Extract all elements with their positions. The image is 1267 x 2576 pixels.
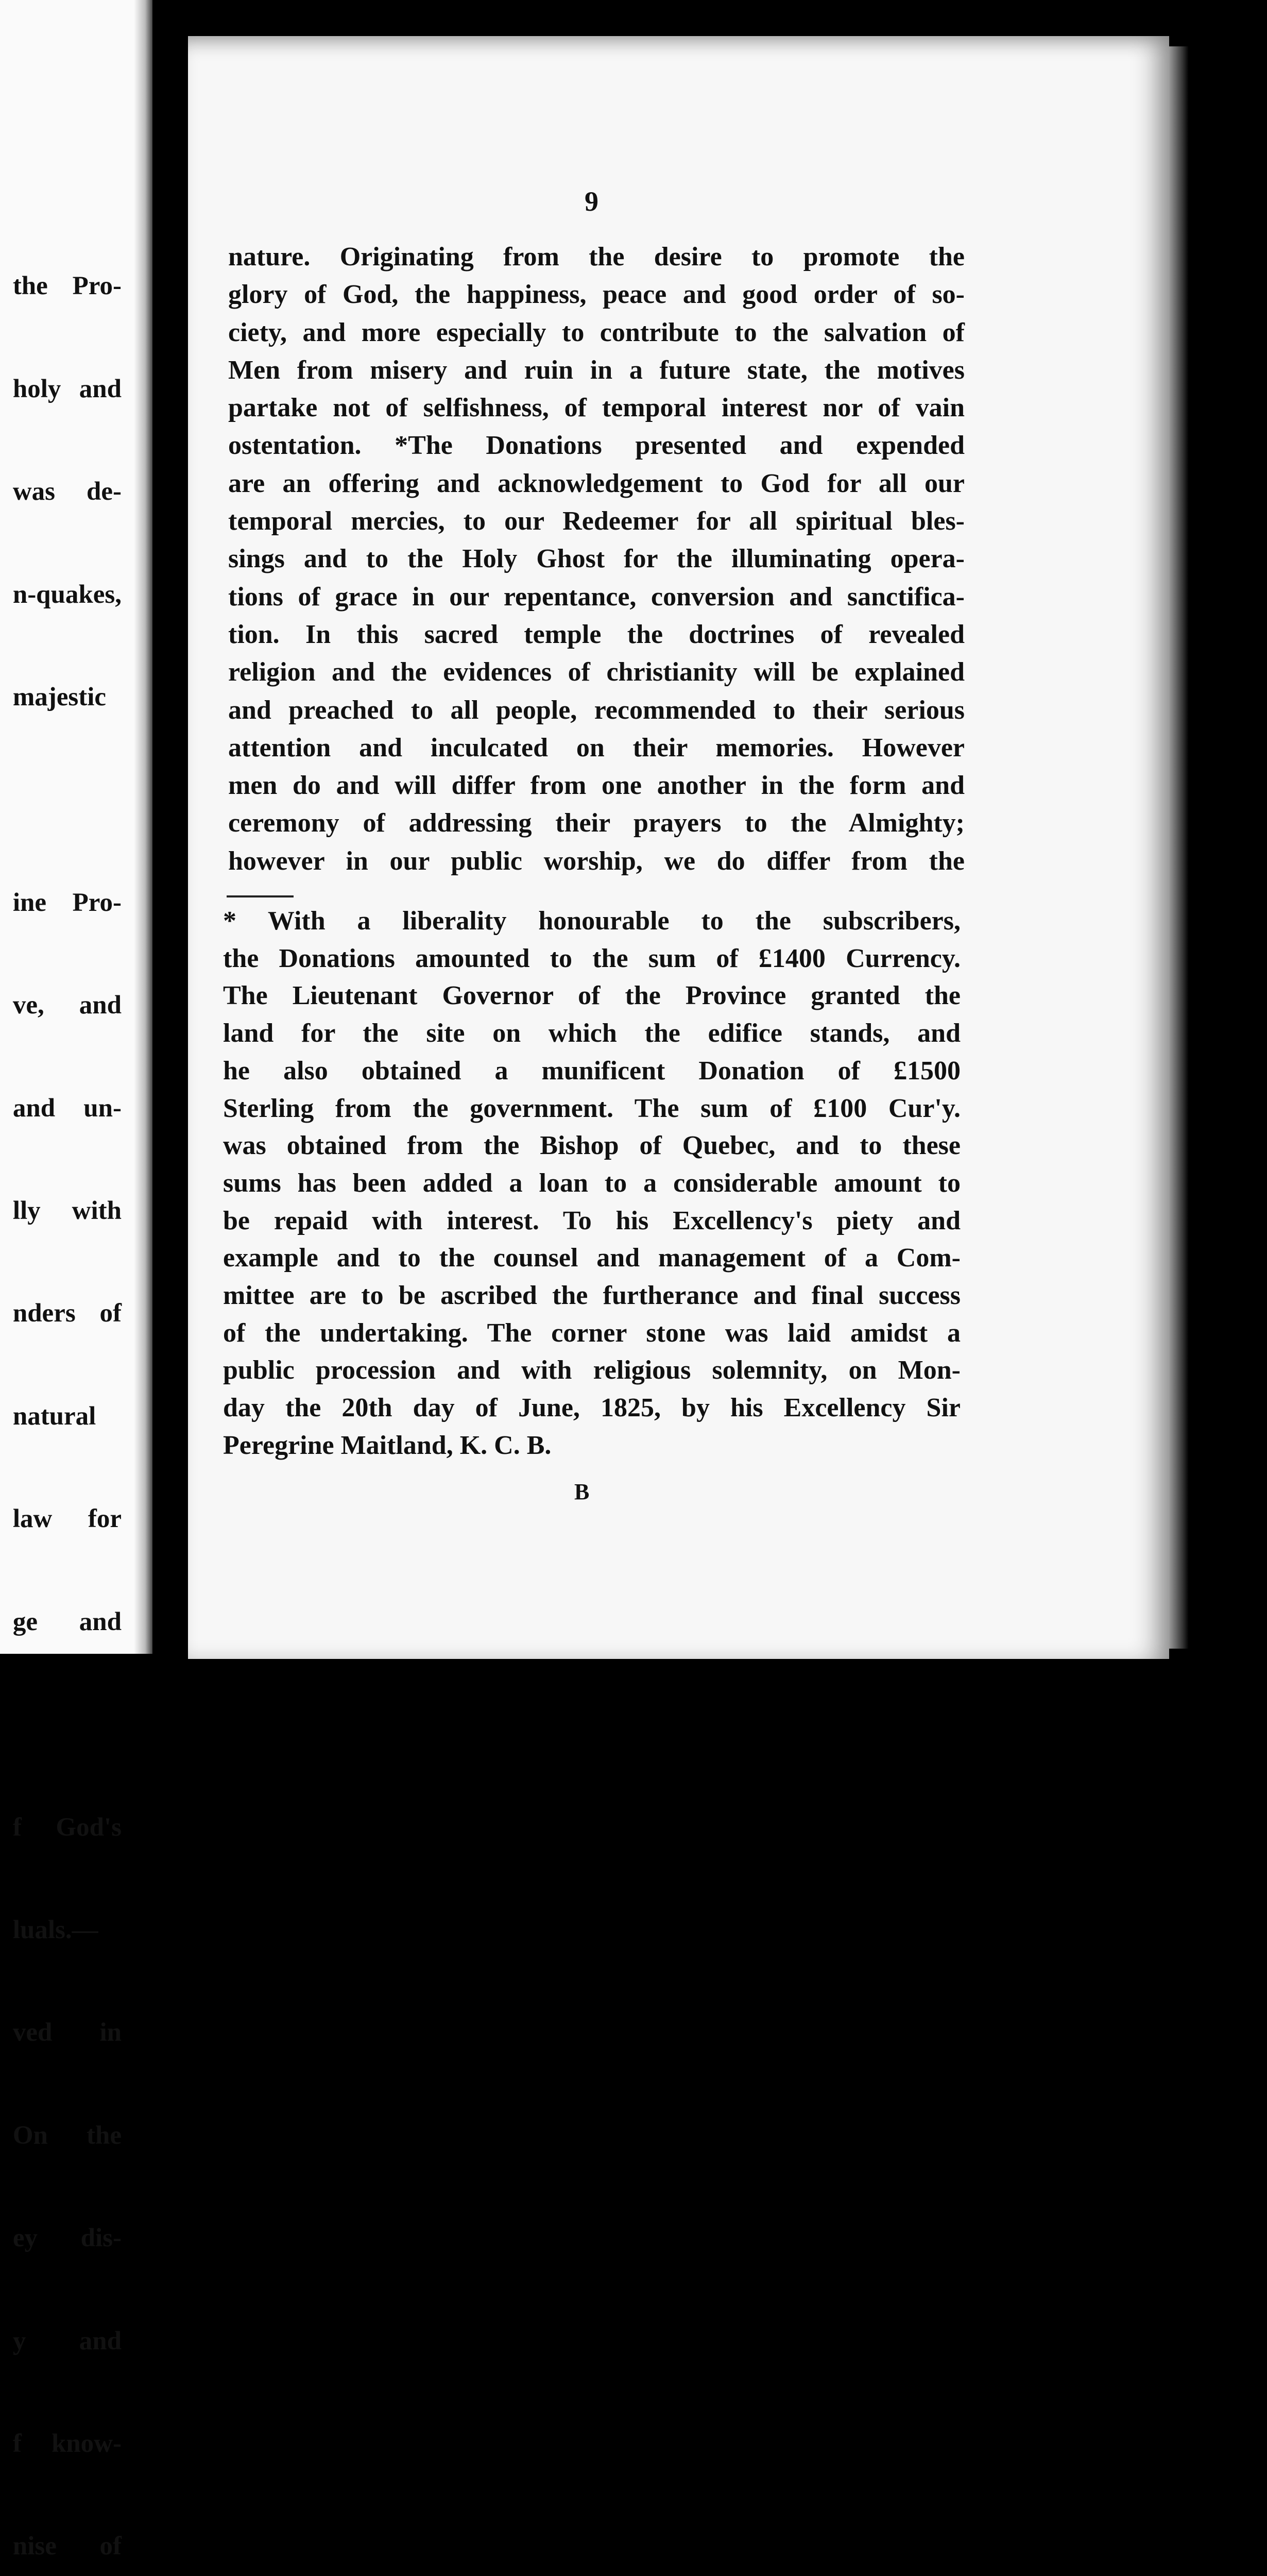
text-line: tions of grace in our repentance, conversion and sanctifica- (228, 582, 965, 612)
text-line: Men from misery and ruin in a future state, the motives (228, 355, 965, 385)
left-line: ey dis- (12, 2224, 122, 2253)
text-line: attention and inculcated on their memories. However (228, 733, 965, 762)
footnote-line: he also obtained a munificent Donation of £1500 (223, 1056, 961, 1086)
text-line: and preached to all people, recommended to their serious (228, 695, 965, 725)
left-line: and un- (12, 1093, 122, 1123)
text-line: tion. In this sacred temple the doctrines of revealed (228, 619, 965, 649)
left-line: luals.— (12, 1915, 98, 1944)
text-line: nature. Originating from the desire to promote the (228, 242, 965, 272)
page-edge-shadow (1169, 46, 1189, 1649)
text-line: ciety, and more especially to contribute to the salvation of (228, 317, 965, 347)
left-page-text (13, 191, 122, 2576)
main-text-block (228, 238, 965, 880)
left-line: f know- (12, 2429, 122, 2458)
text-line: temporal mercies, to our Redeemer for all spiritual bles- (228, 506, 965, 536)
left-line: nders of (12, 1299, 122, 1328)
left-line: ge and (12, 1607, 122, 1636)
left-line-faded (13, 781, 122, 807)
text-line: glory of God, the happiness, peace and good order of so- (228, 280, 965, 310)
footnote-line: example and to the counsel and management of a Com- (223, 1243, 961, 1273)
left-line: ved in (12, 2018, 122, 2047)
left-line: law for (12, 1504, 122, 1534)
left-page-fragment (0, 0, 152, 2561)
text-line: men do and will differ from one another in the form and (228, 771, 965, 801)
footnote-line: land for the site on which the edifice stands, and (223, 1019, 961, 1048)
signature-mark: B (574, 1479, 590, 1504)
left-line: ine Pro- (12, 888, 122, 917)
text-line: ostentation. *The Donations presented and expended (228, 431, 965, 461)
page-number: 9 (585, 186, 598, 217)
footnote-divider (227, 895, 294, 897)
left-line: holy and (12, 374, 122, 403)
gutter-shadow (134, 0, 152, 1772)
footnote-line: mittee are to be ascribed the furtherance and final success (223, 1281, 961, 1311)
left-line: nise of (12, 2532, 122, 2561)
footnote-line: The Lieutenant Governor of the Province granted the (223, 981, 961, 1011)
text-line: are an offering and acknowledgement to God for all our (228, 468, 965, 498)
left-line: was de- (12, 477, 122, 506)
footnote-line: Sterling from the government. The sum of £100 Cur'y. (223, 1093, 961, 1123)
left-line: lly with (12, 1196, 122, 1226)
left-line: natural (12, 1401, 96, 1431)
left-line: ve, and (12, 991, 122, 1020)
footnote-line: sums has been added a loan to a considerable amount to (223, 1168, 961, 1198)
text-line: however in our public worship, we do differ from the (228, 846, 965, 876)
footnote-line: the Donations amounted to the sum of £1400 Currency. (223, 943, 961, 973)
left-line: majestic (12, 683, 107, 712)
footnote-line: Peregrine Maitland, K. C. B. (223, 1430, 552, 1460)
text-line: sings and to the Holy Ghost for the illuminating opera- (228, 544, 965, 574)
footnote-line: public procession and with religious solemnity, on Mon- (223, 1355, 961, 1385)
text-line: ceremony of addressing their prayers to the Almighty; (228, 808, 965, 838)
left-line: f God's (12, 1812, 122, 1842)
footnote-line: was obtained from the Bishop of Quebec, and to these (223, 1131, 961, 1161)
text-line: partake not of selfishness, of temporal interest nor of vain (228, 393, 965, 423)
left-line: n-quakes, (12, 580, 122, 609)
scan-background (0, 1654, 152, 1772)
text-line: religion and the evidences of christianity will be explained (228, 657, 965, 687)
left-line: On the (12, 2121, 122, 2150)
footnote-block (223, 903, 961, 1465)
footnote-line: * With a liberality honourable to the subscribers, (223, 906, 961, 936)
left-line: the Pro- (12, 272, 122, 301)
footnote-line: be repaid with interest. To his Excellency's piety and (223, 1206, 961, 1235)
footnote-line: day the 20th day of June, 1825, by his Excellency Sir (223, 1393, 961, 1423)
left-line: y and (12, 2326, 122, 2355)
footnote-line: of the undertaking. The corner stone was laid amidst a (223, 1318, 961, 1348)
